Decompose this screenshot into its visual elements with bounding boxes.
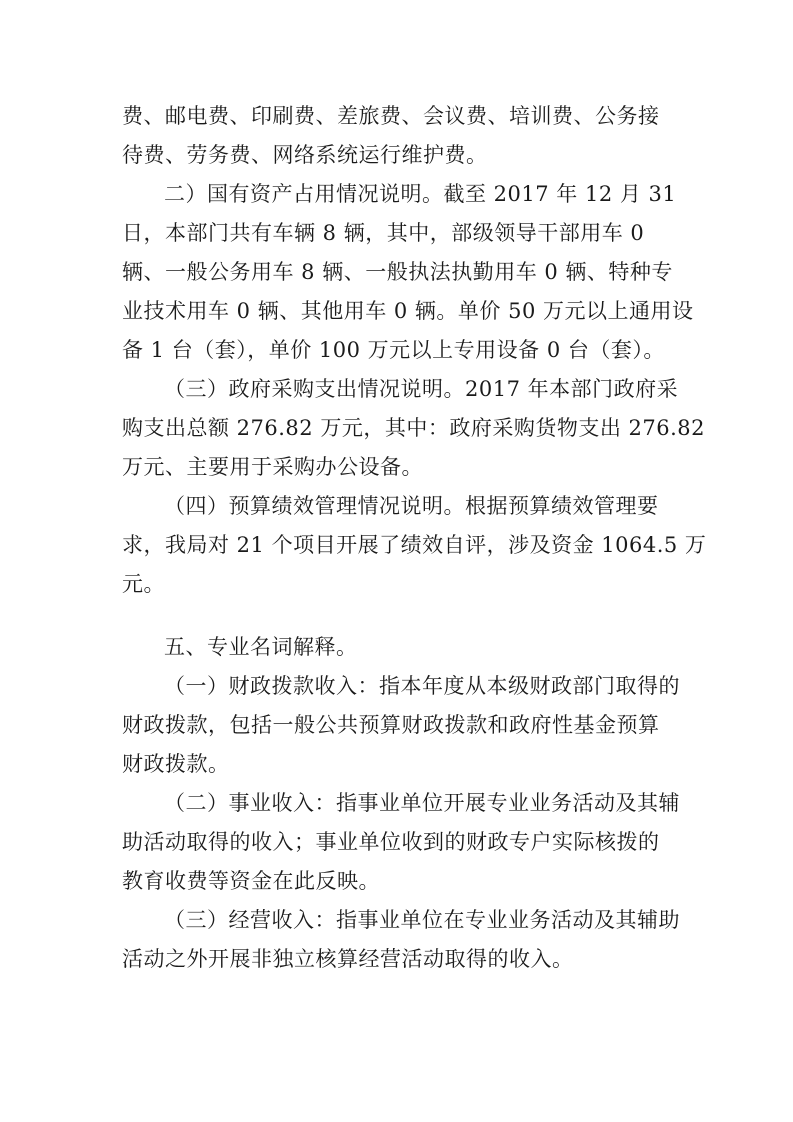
text-line: 购支出总额 276.82 万元，其中：政府采购货物支出 276.82	[122, 416, 705, 440]
text-line: 备 1 台（套），单价 100 万元以上专用设备 0 台（套）。	[122, 338, 665, 362]
section-heading: 五、专业名词解释。	[164, 635, 358, 659]
text-line: 万元、主要用于采购办公设备。	[122, 455, 423, 479]
text-line: （三）政府采购支出情况说明。2017 年本部门政府采	[164, 377, 679, 401]
text-line: 元。	[122, 572, 165, 596]
text-line: （三）经营收入：指事业单位在专业业务活动及其辅助	[164, 908, 680, 932]
text-line: 二）国有资产占用情况说明。截至 2017 年 12 月 31	[164, 182, 677, 206]
text-line: 财政拨款，包括一般公共预算财政拨款和政府性基金预算	[122, 713, 660, 737]
text-line: 费、邮电费、印刷费、差旅费、会议费、培训费、公务接	[122, 104, 660, 128]
text-line: （二）事业收入：指事业单位开展专业业务活动及其辅	[164, 791, 680, 815]
text-line: 助活动取得的收入；事业单位收到的财政专户实际核拨的	[122, 830, 660, 854]
text-line: （四）预算绩效管理情况说明。根据预算绩效管理要	[164, 494, 659, 518]
text-line: 待费、劳务费、网络系统运行维护费。	[122, 143, 488, 167]
text-line: 求，我局对 21 个项目开展了绩效自评，涉及资金 1064.5 万	[122, 533, 707, 557]
text-line: 活动之外开展非独立核算经营活动取得的收入。	[122, 947, 574, 971]
text-line: 教育收费等资金在此反映。	[122, 869, 380, 893]
text-line: 日，本部门共有车辆 8 辆，其中，部级领导干部用车 0	[122, 221, 645, 245]
text-line: 业技术用车 0 辆、其他用车 0 辆。单价 50 万元以上通用设	[122, 299, 694, 323]
text-line: （一）财政拨款收入：指本年度从本级财政部门取得的	[164, 674, 680, 698]
text-line: 财政拨款。	[122, 752, 230, 776]
text-line: 辆、一般公务用车 8 辆、一般执法执勤用车 0 辆、特种专	[122, 260, 673, 284]
